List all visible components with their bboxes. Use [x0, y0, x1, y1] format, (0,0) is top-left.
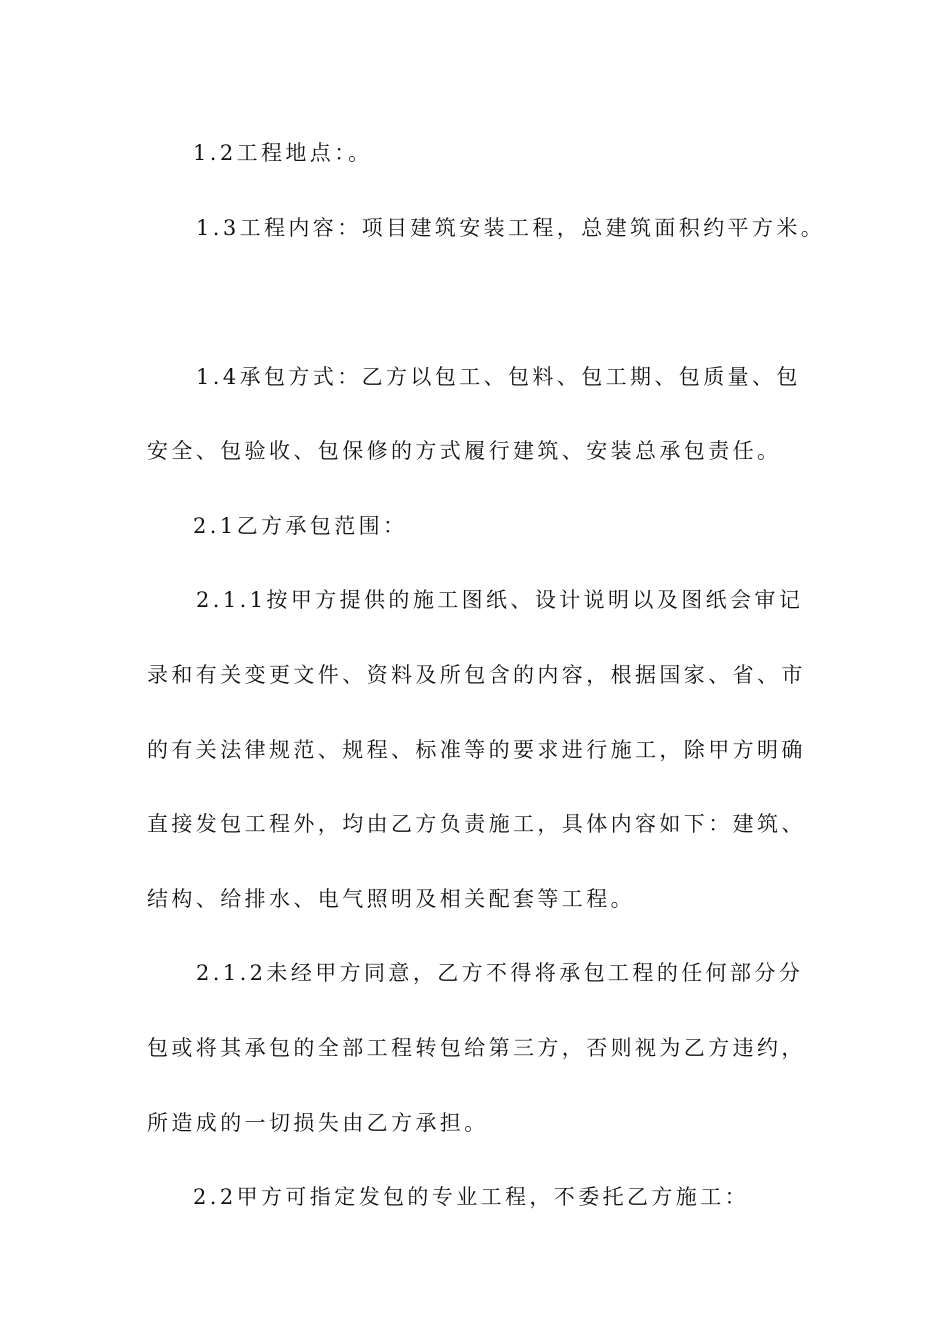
- clause-1-4-line-2: 安全、包验收、包保修的方式履行建筑、安装总承包责任。: [147, 439, 782, 463]
- clause-2-1-1-line-1: 2.1.1按甲方提供的施工图纸、设计说明以及图纸会审记: [196, 588, 804, 612]
- clause-2-1-2-line-2: 包或将其承包的全部工程转包给第三方，否则视为乙方违约，: [147, 1036, 806, 1060]
- clause-2-1-line: 2.1乙方承包范围：: [193, 514, 408, 538]
- clause-1-3-line: 1.3工程内容：项目建筑安装工程，总建筑面积约平方米。: [196, 216, 826, 240]
- clause-1-2-line: 1.2工程地点：。: [193, 141, 373, 165]
- clause-2-2-line: 2.2甲方可指定发包的专业工程，不委托乙方施工：: [193, 1185, 749, 1209]
- clause-2-1-1-line-4: 直接发包工程外，均由乙方负责施工，具体内容如下：建筑、: [147, 812, 806, 836]
- clause-2-1-1-line-5: 结构、给排水、电气照明及相关配套等工程。: [147, 887, 635, 911]
- clause-1-4-line-1: 1.4承包方式：乙方以包工、包料、包工期、包质量、包: [196, 365, 801, 389]
- clause-2-1-1-line-3: 的有关法律规范、规程、标准等的要求进行施工，除甲方明确: [147, 738, 806, 762]
- clause-2-1-2-line-1: 2.1.2未经甲方同意，乙方不得将承包工程的任何部分分: [196, 961, 804, 985]
- clause-2-1-2-line-3: 所造成的一切损失由乙方承担。: [147, 1111, 489, 1135]
- clause-2-1-1-line-2: 录和有关变更文件、资料及所包含的内容，根据国家、省、市: [147, 663, 806, 687]
